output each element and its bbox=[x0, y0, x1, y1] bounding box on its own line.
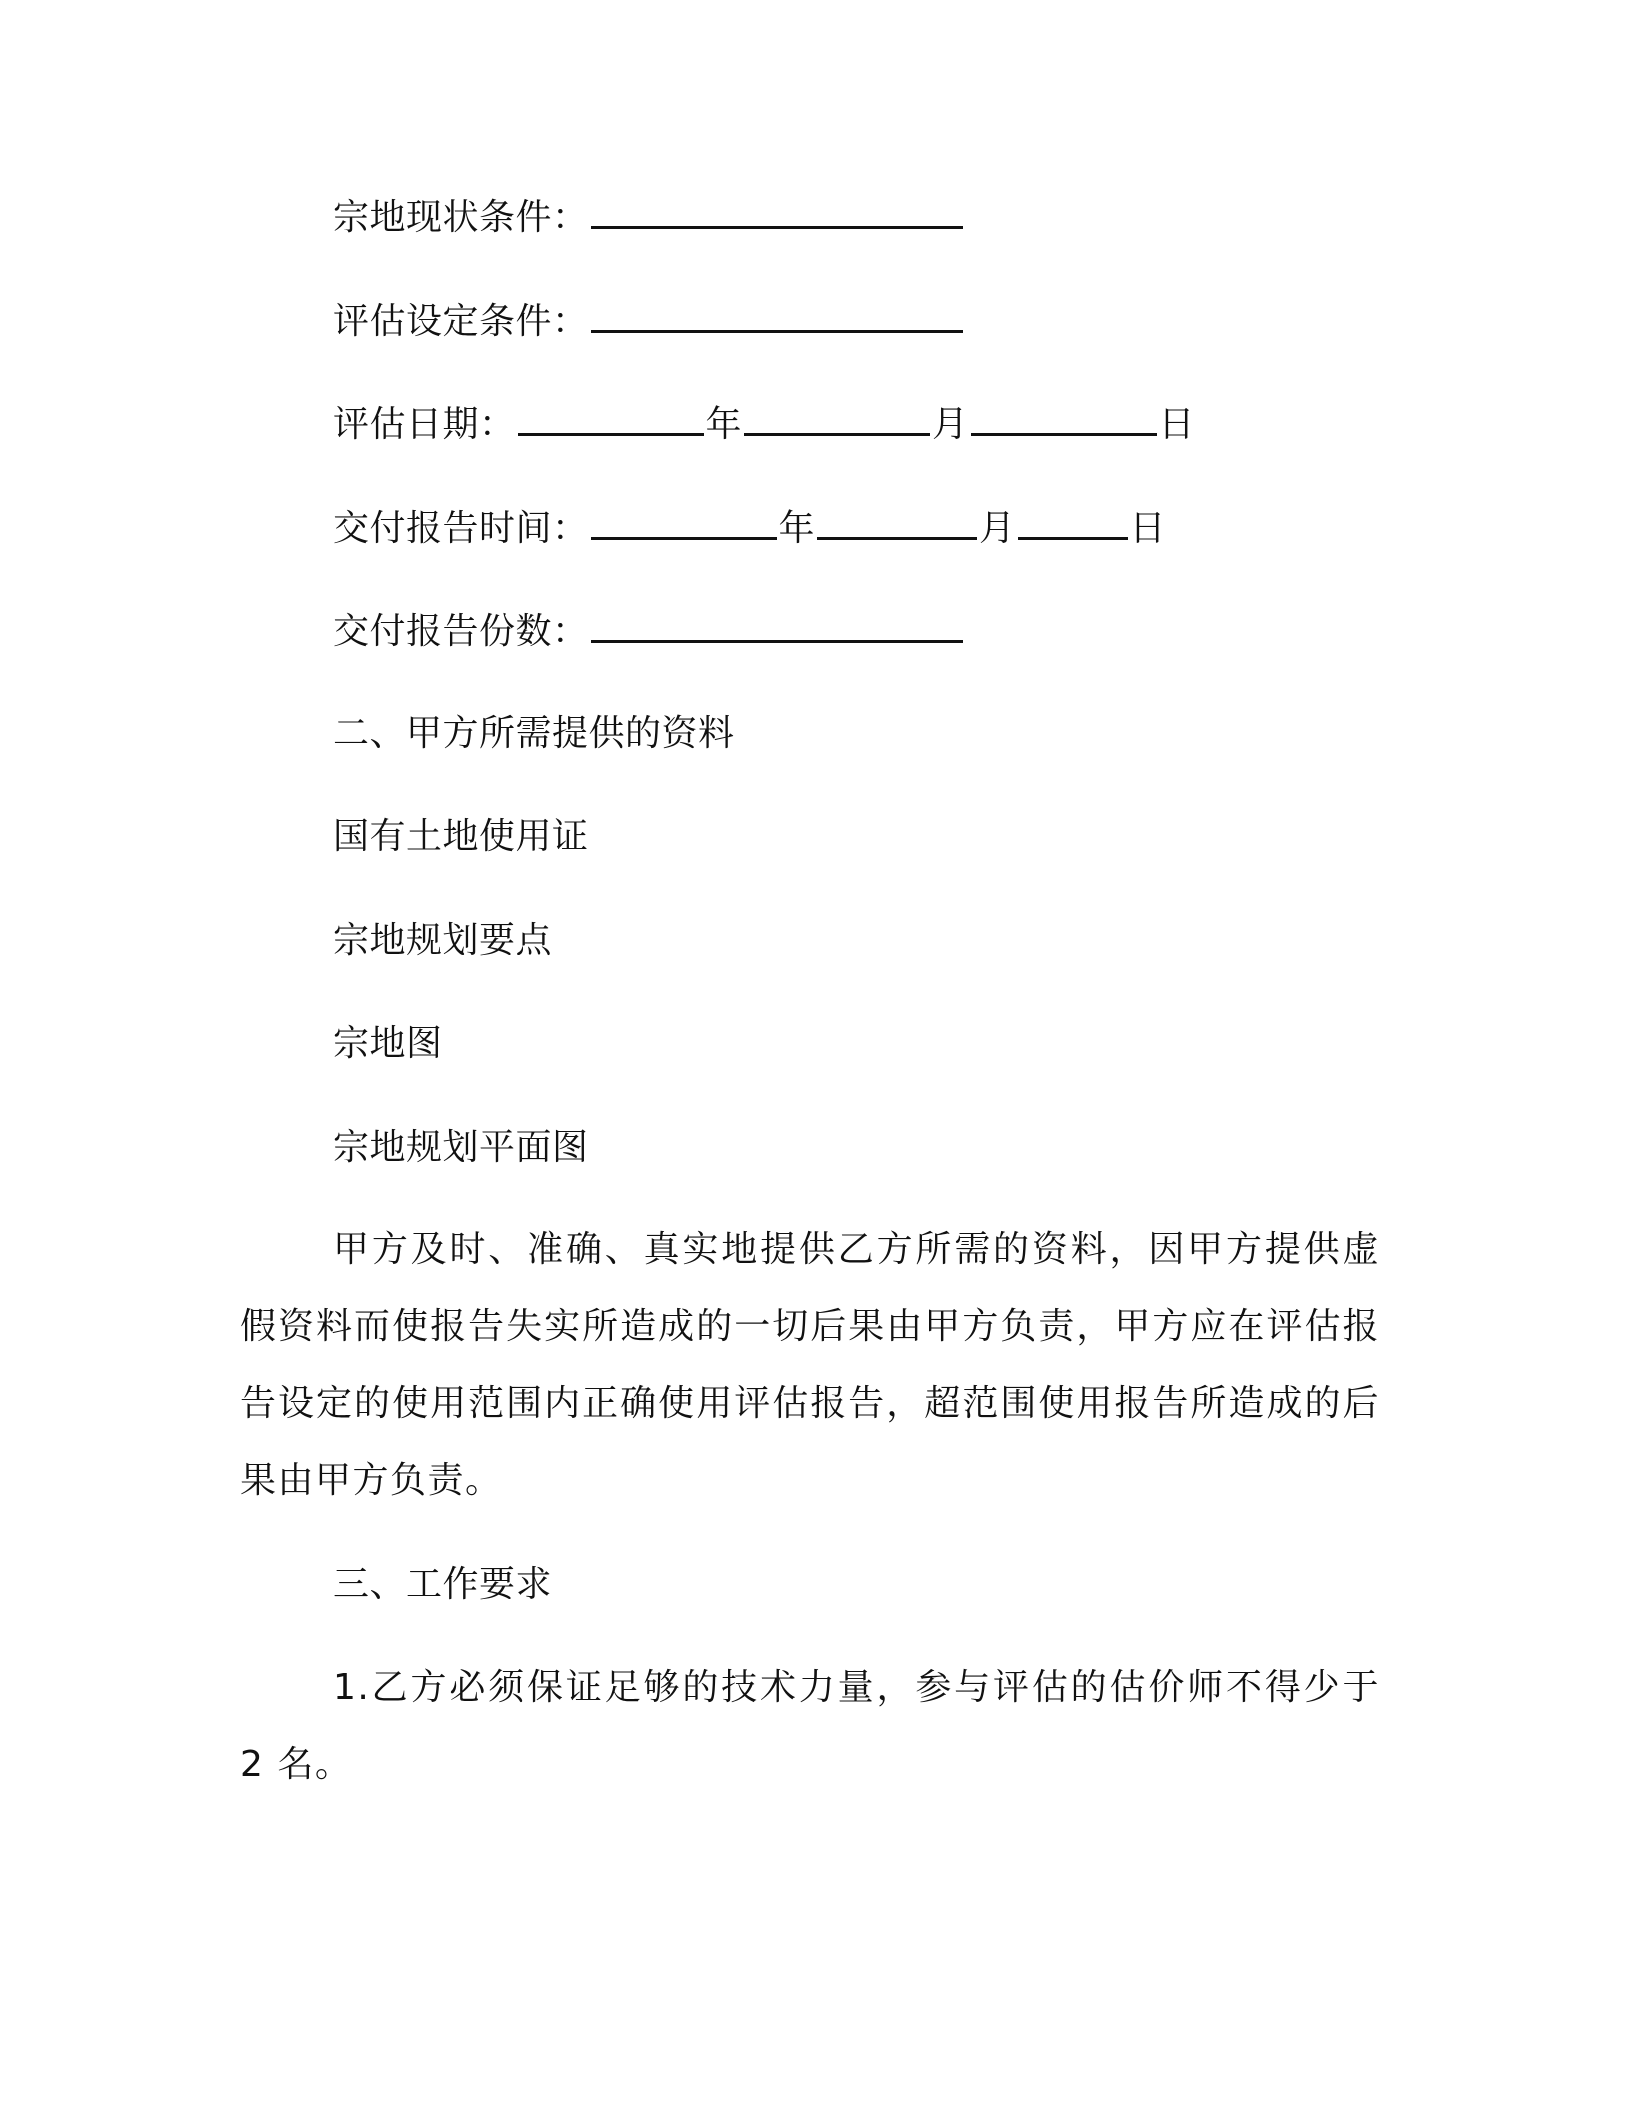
list-item: 宗地图 bbox=[333, 1023, 443, 1064]
fill-in-blank bbox=[744, 403, 930, 436]
field-label: 评估日期： bbox=[333, 404, 516, 445]
list-item: 国有土地使用证 bbox=[333, 816, 589, 857]
field-delivery-copies bbox=[333, 610, 965, 652]
field-label: 交付报告时间： bbox=[333, 508, 589, 549]
field-eval-condition bbox=[333, 300, 965, 342]
month-unit: 月 bbox=[932, 404, 969, 445]
body-paragraph: 甲方及时、准确、真实地提供乙方所需的资料，因甲方提供虚假资料而使报告失实所造成的一切后果由甲方负责，甲方应在评估报告设定的使用范围内正确使用评估报告，超范围使用报告所造成的后果由甲方负责。 bbox=[240, 1229, 1380, 1501]
field-label: 交付报告份数： bbox=[333, 611, 589, 652]
month-unit: 月 bbox=[979, 508, 1016, 549]
year-unit: 年 bbox=[778, 508, 816, 549]
list-item: 宗地规划平面图 bbox=[333, 1127, 589, 1168]
fill-in-blank bbox=[971, 403, 1157, 436]
body-paragraph: 1.乙方必须保证足够的技术力量，参与评估的估价师不得少于 2 名。 bbox=[240, 1667, 1380, 1785]
fill-in-blank bbox=[518, 403, 704, 436]
fill-in-blank bbox=[591, 610, 963, 643]
day-unit: 日 bbox=[1158, 404, 1196, 445]
fill-in-blank bbox=[591, 507, 777, 540]
field-label: 宗地现状条件： bbox=[333, 197, 589, 238]
field-site-condition bbox=[333, 196, 965, 238]
day-unit: 日 bbox=[1129, 508, 1167, 549]
section-heading: 二、甲方所需提供的资料 bbox=[333, 713, 735, 754]
field-eval-date bbox=[333, 403, 1195, 445]
fill-in-blank bbox=[817, 507, 977, 540]
year-unit: 年 bbox=[705, 404, 743, 445]
fill-in-blank bbox=[1018, 507, 1128, 540]
fill-in-blank bbox=[591, 196, 963, 229]
list-item: 宗地规划要点 bbox=[333, 920, 553, 961]
section-heading: 三、工作要求 bbox=[333, 1564, 553, 1605]
fill-in-blank bbox=[591, 300, 963, 333]
field-delivery-time bbox=[333, 507, 1166, 549]
field-label: 评估设定条件： bbox=[333, 301, 589, 342]
